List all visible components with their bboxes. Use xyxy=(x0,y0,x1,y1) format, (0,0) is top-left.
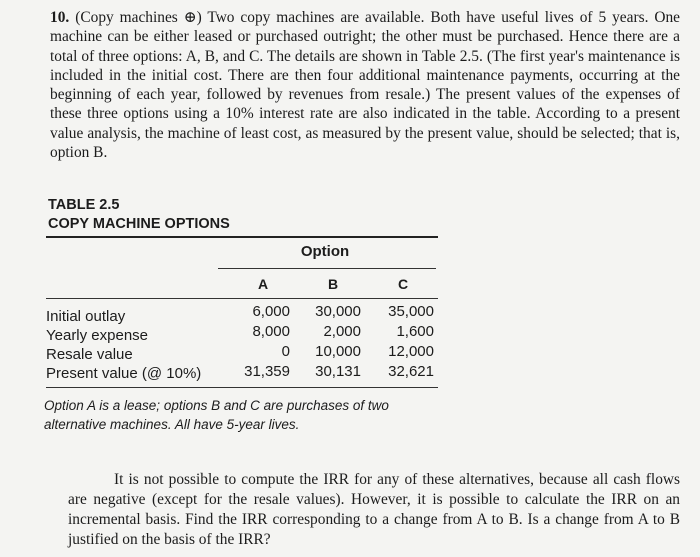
column-header-c: C xyxy=(397,276,409,292)
table-title: COPY MACHINE OPTIONS xyxy=(48,216,230,232)
table-top-rule xyxy=(46,236,438,238)
cell-present-value-c: 32,621 xyxy=(388,363,434,380)
row-label-initial-outlay: Initial outlay xyxy=(46,308,126,325)
problem-statement xyxy=(50,8,680,162)
table-header-rule xyxy=(46,298,438,299)
option-header-rule xyxy=(218,268,436,269)
cell-resale-value-c: 12,000 xyxy=(388,343,434,360)
cell-initial-outlay-a: 6,000 xyxy=(252,303,290,320)
cell-resale-value-a: 0 xyxy=(281,343,290,360)
cell-initial-outlay-c: 35,000 xyxy=(388,303,434,320)
cell-present-value-b: 30,131 xyxy=(315,363,361,380)
cell-yearly-expense-c: 1,600 xyxy=(396,323,434,340)
problem-text: (Copy machines ⊕) Two copy machines are available. Both have useful lives of 5 years. One machine can be either leased or purchased outright; the other must be purchased. Hence there are a total of three options: A, B, and C. The details are shown in Table 2.5. (The first year's maintenance is included in the initial cost. There are then four additional maintenance payments, occurring at the beginning of each year, followed by revenues from resale.) The present values of the expenses of these three options using a 10% interest rate are also indicated in the table. According to a present value analysis, the machine of least cost, as measured by the present value, should be selected; that is, option B. xyxy=(50,9,680,162)
cell-resale-value-b: 10,000 xyxy=(315,343,361,360)
cell-initial-outlay-b: 30,000 xyxy=(315,303,361,320)
row-label-resale-value: Resale value xyxy=(46,346,133,363)
cell-yearly-expense-b: 2,000 xyxy=(323,323,361,340)
row-label-present-value: Present value (@ 10%) xyxy=(46,365,202,382)
table-title-block xyxy=(48,196,230,234)
table-bottom-rule xyxy=(46,387,438,388)
table-label: TABLE 2.5 xyxy=(48,197,120,213)
cell-present-value-a: 31,359 xyxy=(244,363,290,380)
problem-number: 10. xyxy=(50,9,70,26)
column-header-b: B xyxy=(327,276,339,292)
follow-up-question: It is not possible to compute the IRR for any of these alternatives, because all cash flows are negative (except for the resale values). However, it is possible to calculate the IRR on an incremental basis. Find the IRR corresponding to a change from A to B. Is a change from A to B justified on the basis of the IRR? xyxy=(68,471,680,548)
cell-yearly-expense-a: 8,000 xyxy=(252,323,290,340)
row-label-yearly-expense: Yearly expense xyxy=(46,327,149,344)
option-group-header: Option xyxy=(300,243,350,260)
table-caption: Option A is a lease; options B and C are purchases of two alternative machines. All have 5-year lives. xyxy=(44,398,389,432)
column-header-a: A xyxy=(257,276,269,292)
